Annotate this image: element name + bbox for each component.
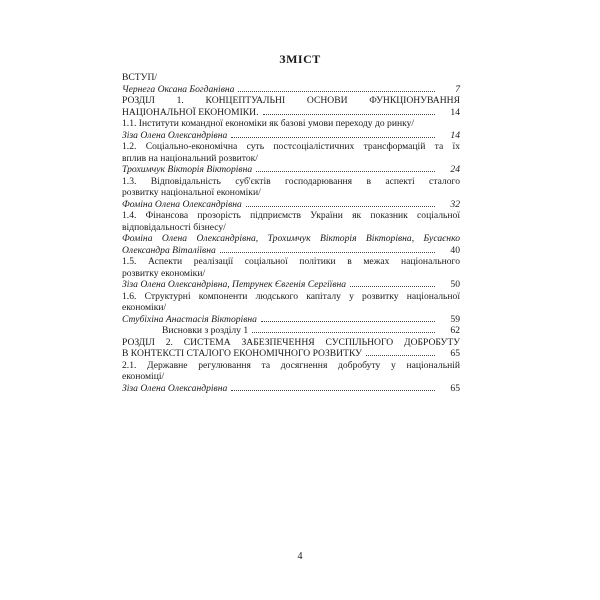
toc-entry-title: ВСТУП/ <box>122 72 158 83</box>
table-of-contents <box>122 72 460 394</box>
toc-page-number: 32 <box>450 198 460 210</box>
toc-entry-chapter-1 <box>122 95 460 118</box>
toc-page-number: 14 <box>450 129 460 141</box>
toc-entry-title: 1.4. Фінансова прозорість підприємств України як показник соціальної <box>122 210 460 221</box>
page-number: 4 <box>297 551 303 562</box>
dot-leader <box>256 171 435 172</box>
toc-entry-title: 1.6. Структурні компоненти людського капіталу у розвитку національної <box>122 290 460 302</box>
toc-entry-title: розвитку економіки/ <box>122 267 206 279</box>
toc-page-number: 24 <box>450 164 460 175</box>
toc-entry-1-4 <box>122 210 460 233</box>
toc-page-number: 59 <box>450 313 460 325</box>
toc-author: Трохимчук Вікторія Вікторівна <box>122 164 253 175</box>
toc-entry-title: 2.1. Державне регулювання та досягнення добробуту у національній <box>122 359 460 371</box>
toc-author-line <box>122 164 460 176</box>
toc-entry-title: вплив на національний розвиток/ <box>122 152 258 164</box>
dot-leader <box>220 252 435 253</box>
toc-entry-summary-1 <box>122 325 460 337</box>
toc-entry-title: економіці/ <box>122 371 165 382</box>
toc-page-number: 62 <box>450 325 460 336</box>
toc-page-number: 14 <box>450 106 460 118</box>
toc-author: Олександра Віталіївна <box>122 244 216 256</box>
toc-page-number: 7 <box>455 83 460 95</box>
toc-author-line <box>122 314 460 326</box>
dot-leader <box>350 286 435 287</box>
toc-author: Зіза Олена Олександрівна, Петрунек Євгенія Сергіївна <box>122 279 347 290</box>
toc-author-line <box>122 279 460 291</box>
toc-entry-title: 1.2. Соціально-економічна суть постсоціалістичних трансформацій та їх <box>122 141 460 152</box>
toc-entry-title: Висновки з розділу 1 <box>162 325 249 336</box>
toc-entry-title: розвитку національної економіки/ <box>122 187 261 198</box>
toc-author: Фоміна Олена Олександрівна, Трохимчук Вікторія Вікторівна, Бусаєнко <box>122 233 460 244</box>
toc-page-number: 65 <box>450 382 460 394</box>
toc-author-block <box>122 233 460 256</box>
toc-entry-title: відповідальності бізнесу/ <box>122 221 226 233</box>
toc-entry-1-3 <box>122 176 460 199</box>
dot-leader <box>246 206 435 207</box>
toc-entry-chapter-2 <box>122 337 460 360</box>
dot-leader <box>263 114 436 115</box>
toc-entry-2-1 <box>122 360 460 383</box>
dot-leader <box>252 332 435 333</box>
dot-leader <box>261 321 435 322</box>
toc-entry-title: економіки/ <box>122 302 167 313</box>
toc-entry-1-6 <box>122 291 460 314</box>
toc-author-line <box>122 130 460 142</box>
toc-author: Зіза Олена Олександрівна <box>122 382 228 394</box>
toc-entry-1-2 <box>122 141 460 164</box>
toc-author: Чернега Оксана Богданівна <box>122 83 235 95</box>
dot-leader <box>231 137 435 138</box>
toc-entry-title: РОЗДІЛ 1. КОНЦЕПТУАЛЬНІ ОСНОВИ ФУНКЦІОНУВАННЯ <box>122 95 460 106</box>
page-title: ЗМІСТ <box>279 52 321 66</box>
toc-author-line <box>122 383 460 395</box>
toc-entry-title: В КОНТЕКСТІ СТАЛОГО ЕКОНОМІЧНОГО РОЗВИТКУ <box>122 348 362 359</box>
toc-author-line <box>122 199 460 211</box>
toc-page-number: 40 <box>450 244 460 256</box>
dot-leader <box>231 390 435 391</box>
toc-entry-title: 1.5. Аспекти реалізації соціальної політики в межах національного <box>122 256 460 267</box>
dot-leader <box>238 91 435 92</box>
toc-entry-title: 1.3. Відповідальність суб'єктів господарювання в аспекті сталого <box>122 175 460 187</box>
toc-entry-title: 1.1. Інститути командної економіки як базові умови переходу до ринку/ <box>122 118 415 129</box>
toc-author-line <box>122 84 460 96</box>
toc-entry-intro <box>122 72 460 84</box>
toc-entry-title: НАЦІОНАЛЬНОЇ ЕКОНОМІКИ. <box>122 106 259 118</box>
toc-author: Стубіхіна Анастасія Вікторівна <box>122 313 257 325</box>
toc-author: Фоміна Олена Олександрівна <box>122 198 242 210</box>
dot-leader <box>366 355 435 356</box>
toc-entry-1-1 <box>122 118 460 130</box>
toc-entry-title: РОЗДІЛ 2. СИСТЕМА ЗАБЕЗПЕЧЕННЯ СУСПІЛЬНОГО ДОБРОБУТУ <box>122 336 460 348</box>
toc-page-number: 50 <box>450 279 460 290</box>
toc-page-number: 65 <box>450 348 460 359</box>
toc-entry-1-5 <box>122 256 460 279</box>
toc-author: Зіза Олена Олександрівна <box>122 129 228 141</box>
